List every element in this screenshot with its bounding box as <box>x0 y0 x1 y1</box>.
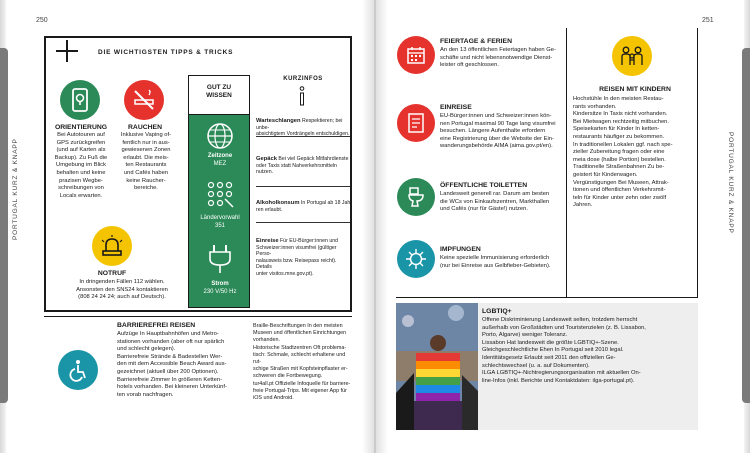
pride-parade-photo <box>396 303 478 430</box>
map-pin-icon <box>60 80 100 120</box>
kurzinfo-warteschlangen: Warteschlangen Respektieren; bei unbe- absichtigtem Vordrängeln entschuldigen. <box>256 118 350 138</box>
gut-zu-wissen-header: GUT ZU WISSEN <box>188 75 250 115</box>
family-icon <box>612 36 652 76</box>
kurzinfo-einreise: Einreise Für EU-Bürger:innen und Schweizer:innen visumfrei (gültiger Perso- nalausweis bzw. Reisepass reicht). Details unter visitos.mne.gov.pt). <box>256 238 338 277</box>
book-spine <box>362 0 388 453</box>
gut-zu-wissen-column <box>188 114 250 308</box>
feiertage-title: FEIERTAGE & FERIEN <box>440 38 513 45</box>
barrierefrei-text-col2: Braille-Beschriftungen In den meisten Museen und öffentlichen Einrichtungen vorhanden. Historische Stadtzentren Oft problema- tisch: Schmale, schlecht erhaltene und rut- schige Straßen mit Kopfsteinpflaster er- schweren die Fortbewegung. tur4all.pt Offizielle Infoquelle für barriere- freie Portugal-Trips. Mit eigener App für iOS und Android. <box>253 323 351 402</box>
section-title: DIE WICHTIGSTEN TIPPS & TRICKS <box>98 49 234 56</box>
kurzinfo-alkohol: Alkoholkonsum In Portugal ab 18 Jah- ren erlaubt. <box>256 200 352 213</box>
info-icon <box>298 86 306 106</box>
barrierefrei-text: Aufzüge In Hauptbahnhöfen und Metro- stationen vorhanden (aber oft nur spärlich und schlecht gelegen). Barrierefreie Strände & Badestellen Wer- den mit dem Accessible Beach Award aus- gezeichnet (aktuell über 200 Optionen). Barrierefreie Zimmer In größeren Ketten- hotels vorhanden. Bei kleineren Unterkünf- ten vorab nachfragen. <box>117 331 227 398</box>
keypad-icon <box>205 179 235 209</box>
impfungen-text: Keine spezielle Immunisierung erforderlich (nur bei Einreise aus Gelbfieber-Gebieten). <box>440 255 551 269</box>
laendervorwahl: Ländervorwahl 351 <box>200 215 240 229</box>
toiletten-text: Landesweit generell rar. Darum am besten die WCs von Einkaufszentren, Markthallen und Cafés (nur für Gäste!) nutzen. <box>440 191 550 213</box>
kurzinfo-gepaeck: Gepäck Bei viel Gepäck Mitfahrdienste oder Taxis statt Nahverkehrsmitteln nutzen. <box>256 156 349 176</box>
orientierung-title: ORIENTIERUNG <box>54 124 108 131</box>
page-number-left: 250 <box>36 17 48 24</box>
kinder-text: Hochstühle In den meisten Restau- rants vorhanden. Kindersitze In Taxis nicht vorhanden. Bei Mietwagen rechtzeitig mitbuchen. Speisekarten für Kinder In ketten- restaurants häufiger zu bekommen. In traditionellen Lokalen ggf. nach spe- zieller Zubereitung fragen oder eine meia dose (halbe Portion) bestellen. Traditionelle Straßenbahnen Zu be- geistert für Kinderwagen. Vergünstigungen Bei Museen, Attrak- tionen und öffentlichen Verkehrsmit- teln für Kinder unter zehn oder zwölf Jahren. <box>573 96 673 209</box>
kinder-title: REISEN MIT KINDERN <box>599 86 671 93</box>
calendar-icon <box>397 36 435 74</box>
checklist-icon <box>397 104 435 142</box>
einreise-title: EINREISE <box>440 104 472 111</box>
orientierung-text: Bei Autotouren auf GPS zurückgreifen (und auf Karten als Backup). Zu Fuß die Umgebung im Blick behalten und keine prazisen Wegbe- schreibungen von Locals erwarten. <box>54 132 108 199</box>
no-smoking-icon <box>124 80 164 120</box>
wheelchair-icon <box>58 350 98 390</box>
lgbtq-text: Offene Diskriminierung Landesweit selten, trotzdem herrscht außerhalb von Großstädten und Touristenzielen (z. B. Lissabon, Porto, Algarve) weniger Toleranz. Lissabon Hat landesweit die größte LGBTIQ+-Szene. Gleichgeschlechtliche Ehen In Portugal seit 2010 legal. Identitätsgesetz Erlaubt seit 2011 den offiziellen Ge- schlechtswechsel (u. a. auf Dokumenten). ILGA LGBTIQ+-Nichtregierungsorganisation mit aktuellen On- line-Infos (inkl. Berichte und Kontaktdaten: ilga-portugal.pt). <box>482 317 646 384</box>
notruf-text: In dringenden Fällen 112 wählen. Ansonsten den SNS24 kontaktieren (808 24 24 24; auch auf Deutsch). <box>76 279 168 301</box>
toilet-icon <box>397 178 435 216</box>
side-tab-left <box>0 48 8 403</box>
einreise-text: EU-Bürger:innen und Schweizer:innen kön- nen Portugal maximal 90 Tage lang visumfrei besuchen. Längere Aufenthalte erfordern eine Registrierung über die Website der Ein- wanderungsbehörde AIMA (aima.gov.pt/en). <box>440 113 556 150</box>
impfungen-title: IMPFUNGEN <box>440 246 481 253</box>
side-label-left: PORTUGAL KURZ & KNAPP <box>12 138 19 240</box>
virus-icon <box>397 240 435 278</box>
globe-icon <box>203 121 237 151</box>
feiertage-text: An den 13 öffentlichen Feiertagen haben Ge- schäfte und nicht lebensnotwendige Dienst- leister oft geschlossen. <box>440 47 556 69</box>
section-header <box>44 36 352 64</box>
power-plug-icon <box>205 243 235 275</box>
side-tab-right <box>742 48 750 403</box>
toiletten-title: ÖFFENTLICHE TOILETTEN <box>440 182 528 189</box>
strom: Strom 230 V/50 Hz <box>203 281 237 295</box>
siren-icon <box>92 226 132 266</box>
rauchen-text: Inklusive Vaping of- fentlich nur in aus- gewiesenen Zonen erlaubt. Die meis- ten Restaurants und Cafés haben keine Raucher- bereiche. <box>120 132 172 192</box>
kurzinfos-title: KURZINFOS <box>283 76 323 82</box>
rauchen-title: RAUCHEN <box>128 124 162 131</box>
barrierefrei-title: BARRIEREFREI REISEN <box>117 322 196 329</box>
page-number-right: 251 <box>702 17 714 24</box>
side-label-right: PORTUGAL KURZ & KNAPP <box>727 132 734 234</box>
lgbtq-title: LGBTIQ+ <box>482 308 512 315</box>
notruf-title: NOTRUF <box>97 270 127 277</box>
zeitzone: Zeitzone MEZ <box>207 153 233 167</box>
